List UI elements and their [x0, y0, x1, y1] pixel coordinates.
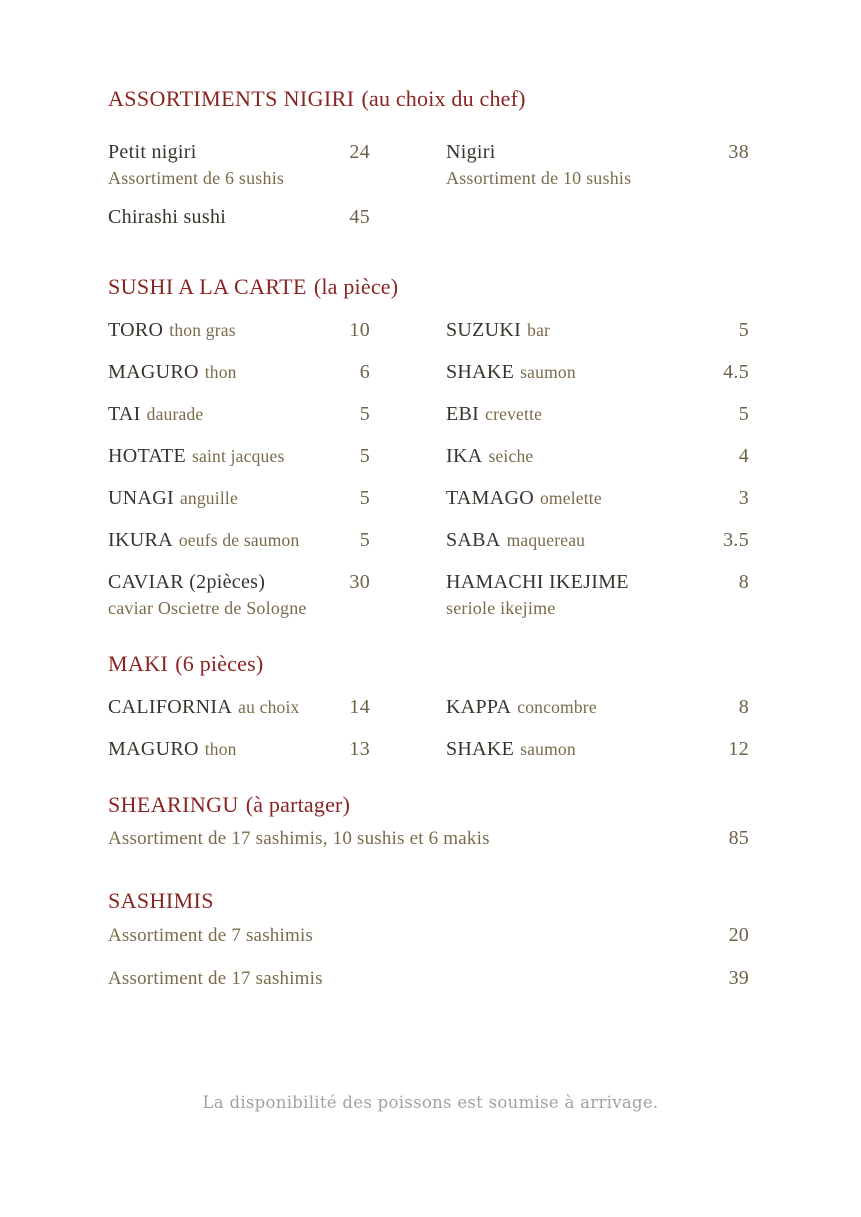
item-price: 5 — [359, 403, 370, 425]
item-label: Assortiment de 17 sashimis — [108, 968, 323, 989]
section-subtitle: (6 pièces) — [175, 651, 264, 676]
section-title-sashimis — [108, 888, 749, 914]
menu-item-ikura — [108, 527, 370, 553]
item-price: 4.5 — [723, 361, 749, 383]
item-price: 5 — [359, 529, 370, 551]
section-subtitle: (la pièce) — [313, 274, 399, 299]
menu-item-maguro — [108, 359, 370, 385]
empty-cell — [446, 204, 749, 230]
item-sub-description: Assortiment de 6 sushis — [108, 168, 285, 188]
item-name: KAPPA — [446, 696, 512, 718]
item-line — [108, 204, 370, 230]
section-title-text: SUSHI A LA CARTE — [108, 274, 307, 299]
menu-item-tai — [108, 401, 370, 427]
menu-item-shake-maki — [446, 736, 749, 762]
item-price: 8 — [738, 696, 749, 718]
section-subtitle: (à partager) — [245, 792, 351, 817]
menu-item-chirashi-sushi — [108, 204, 370, 230]
section-title-text: SHEARINGU — [108, 792, 239, 817]
item-line — [108, 569, 370, 595]
menu-item-sashimi-7 — [108, 922, 749, 949]
availability-note: La disponibilité des poissons est soumise à arrivage. — [202, 1093, 659, 1112]
item-name: SHAKE — [446, 738, 515, 760]
sashimi-rows — [108, 922, 749, 992]
menu-item-hotate — [108, 443, 370, 469]
item-name: EBI — [446, 403, 480, 425]
item-desc: thon — [204, 362, 237, 382]
menu-item-saba — [446, 527, 749, 553]
item-desc: saumon — [520, 362, 576, 382]
item-name: MAGURO — [108, 361, 199, 383]
menu-item-ebi — [446, 401, 749, 427]
item-price: 14 — [349, 696, 370, 718]
menu-item-kappa — [446, 694, 749, 720]
menu-item-nigiri — [446, 139, 749, 189]
item-desc: thon — [204, 739, 237, 759]
menu-row — [108, 736, 749, 762]
item-desc: seiche — [488, 446, 534, 466]
item-name: MAGURO — [108, 738, 199, 760]
section-title-sushi-a-la-carte — [108, 274, 749, 300]
item-price: 5 — [359, 487, 370, 509]
menu-item-shearingu-assortiment — [108, 825, 749, 852]
item-sub-description: seriole ikejime — [446, 598, 556, 618]
section-title-assortiments-nigiri — [108, 86, 749, 112]
item-name: Chirashi sushi — [108, 206, 227, 228]
item-price: 20 — [728, 924, 749, 946]
item-price: 3.5 — [723, 529, 749, 551]
menu-row — [108, 317, 749, 343]
item-name: CALIFORNIA — [108, 696, 233, 718]
section-title-maki — [108, 651, 749, 677]
item-price: 4 — [738, 445, 749, 467]
menu-item-tamago — [446, 485, 749, 511]
item-sub-description: caviar Oscietre de Sologne — [108, 598, 307, 618]
item-desc: oeufs de saumon — [178, 530, 300, 550]
section-title-shearingu — [108, 792, 749, 818]
item-desc: maquereau — [506, 530, 586, 550]
item-price: 5 — [738, 403, 749, 425]
item-sub-description: Assortiment de 10 sushis — [446, 168, 632, 188]
menu-item-hamachi-ikejime — [446, 569, 749, 619]
item-desc: bar — [527, 320, 551, 340]
item-name: UNAGI — [108, 487, 174, 509]
sushi-rows — [108, 317, 749, 619]
item-name: Nigiri — [446, 141, 496, 163]
menu-row — [108, 569, 749, 619]
item-name: HAMACHI IKEJIME — [446, 571, 629, 593]
item-price: 30 — [349, 571, 370, 593]
section-title-text: SASHIMIS — [108, 888, 214, 913]
menu-item-california — [108, 694, 370, 720]
item-desc: crevette — [485, 404, 543, 424]
item-desc: au choix — [238, 697, 300, 717]
menu-row — [108, 485, 749, 511]
nigiri-row — [108, 204, 749, 230]
item-price: 6 — [359, 361, 370, 383]
item-name: HOTATE — [108, 445, 186, 467]
item-price: 10 — [349, 319, 370, 341]
item-price: 5 — [359, 445, 370, 467]
item-label: Assortiment de 7 sashimis — [108, 925, 314, 946]
menu-item-petit-nigiri — [108, 139, 370, 189]
item-line — [446, 569, 749, 595]
item-desc: daurade — [146, 404, 204, 424]
item-name: TAMAGO — [446, 487, 534, 509]
item-desc: omelette — [539, 488, 602, 508]
item-price: 38 — [728, 141, 749, 163]
item-line — [108, 139, 370, 165]
item-name: TAI — [108, 403, 141, 425]
item-price: 39 — [728, 967, 749, 989]
menu-item-caviar — [108, 569, 370, 619]
item-name: SHAKE — [446, 361, 515, 383]
menu-item-maguro-maki — [108, 736, 370, 762]
menu-row — [108, 401, 749, 427]
menu-item-shake — [446, 359, 749, 385]
item-desc: concombre — [517, 697, 597, 717]
maki-rows — [108, 694, 749, 762]
item-desc: saint jacques — [191, 446, 285, 466]
item-price: 45 — [349, 206, 370, 228]
section-title-text: MAKI — [108, 651, 169, 676]
nigiri-row — [108, 139, 749, 189]
menu-row — [108, 359, 749, 385]
item-name: IKURA — [108, 529, 173, 551]
item-price: 5 — [738, 319, 749, 341]
item-price: 24 — [349, 141, 370, 163]
item-name: TORO — [108, 319, 164, 341]
item-label: Assortiment de 17 sashimis, 10 sushis et 6 makis — [108, 828, 490, 849]
section-subtitle: (au choix du chef) — [361, 86, 526, 111]
item-desc: thon gras — [169, 320, 236, 340]
menu-item-toro — [108, 317, 370, 343]
item-price: 3 — [738, 487, 749, 509]
menu-row — [108, 694, 749, 720]
item-name: CAVIAR (2pièces) — [108, 571, 266, 593]
item-name: SABA — [446, 529, 501, 551]
menu-item-sashimi-17 — [108, 965, 749, 992]
item-desc: anguille — [179, 488, 238, 508]
item-price: 8 — [738, 571, 749, 593]
menu-item-unagi — [108, 485, 370, 511]
menu-row — [108, 443, 749, 469]
item-price: 12 — [728, 738, 749, 760]
item-price: 13 — [349, 738, 370, 760]
item-name: SUZUKI — [446, 319, 522, 341]
item-name: Petit nigiri — [108, 141, 197, 163]
menu-item-ika — [446, 443, 749, 469]
item-price: 85 — [728, 827, 749, 849]
item-name: IKA — [446, 445, 483, 467]
menu-row — [108, 527, 749, 553]
menu-item-suzuki — [446, 317, 749, 343]
item-line — [446, 139, 749, 165]
menu-page — [108, 86, 749, 1008]
section-title-text: ASSORTIMENTS NIGIRI — [108, 86, 355, 111]
item-desc: saumon — [520, 739, 576, 759]
